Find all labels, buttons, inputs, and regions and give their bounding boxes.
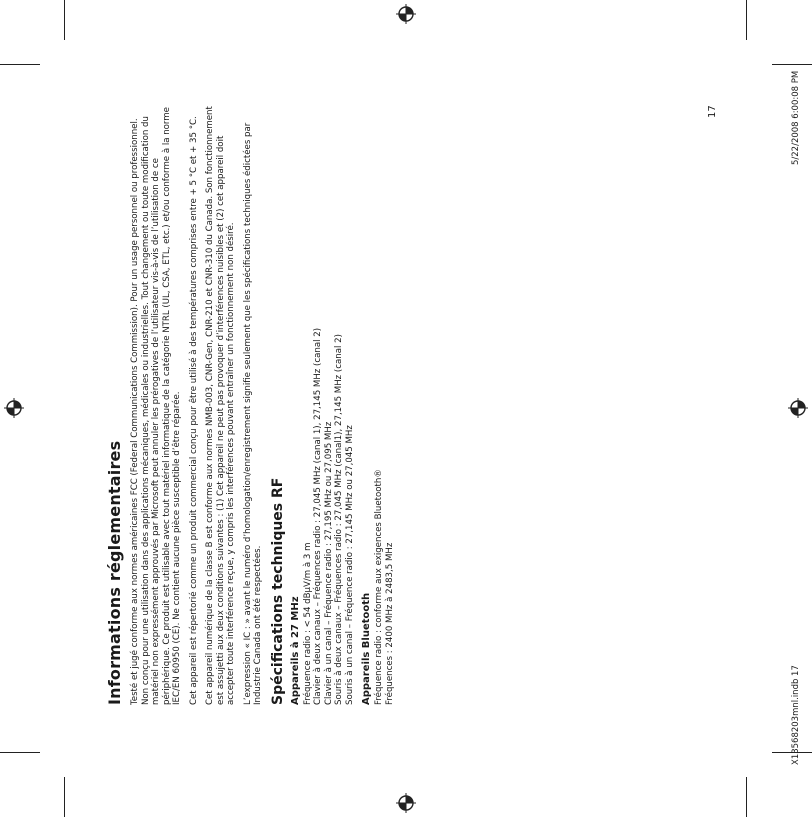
bluetooth-spec-list [374, 0, 395, 705]
page-content [105, 0, 505, 705]
mhz-spec-list [303, 0, 356, 705]
spec-line: Clavier à deux canaux – Fréquences radio : 27,045 MHz (canal 1), 27,145 MHz (canal 2) [313, 327, 323, 705]
spec-line: Fréquences : 2400 MHz à 2483,5 MHz [384, 542, 395, 705]
registration-mark-icon [396, 793, 416, 813]
registration-mark-icon [788, 398, 808, 418]
bluetooth-section-title: Appareils Bluetooth [361, 592, 372, 705]
rf-section-title: Spécifications techniques RF [269, 477, 286, 705]
crop-mark [64, 0, 65, 40]
regulatory-paragraph: Cet appareil numérique de la classe B est conforme aux normes NMB-003, CNR-Gen, CNR-210 et CNR-310 du Canada. Son fonctionnement est assujetti aux deux conditions suivantes : (1) Cet appareil ne peut pas provoquer d’interférences nuisibles et (2) cet appareil doit accepter toute interférence reçue, y compris les interférences pouvant entraîner un fonctionnement non désiré. [205, 106, 236, 705]
crop-mark [772, 64, 812, 65]
footer-filename: X13568203mnl.indb 17 [791, 665, 801, 765]
regulatory-paragraph: L’expression « IC : » avant le numéro d’homologation/enregistrement signifie seulement que les spécifications techniques édictées par Industrie Canada ont été respectées. [242, 122, 263, 705]
crop-mark [0, 64, 40, 65]
spec-line: Fréquence radio : < 54 dBμV/m à 3 m [302, 542, 313, 705]
footer-timestamp: 5/22/2008 6:00:08 PM [791, 70, 801, 165]
spec-line: Souris à deux canaux – Fréquences radio : 27,045 MHz (canal1), 27,145 MHz (canal 2) [334, 334, 344, 705]
mhz-section-title: Appareils à 27 MHz [289, 596, 301, 705]
regulatory-paragraph: Cet appareil est répertorié comme un produit commercial conçu pour être utilisé à des températures comprises entre + 5 °C et + 35 °C. [188, 116, 199, 705]
spec-line: Clavier à un canal – Fréquence radio : 27,195 MHz ou 27,095 MHz [323, 421, 334, 705]
registration-mark-icon [4, 398, 24, 418]
spec-line: Fréquence radio : conforme aux exigences Bluetooth® [374, 469, 384, 705]
crop-mark [746, 0, 747, 40]
spec-line: Souris à un canal – Fréquence radio : 27,145 MHz ou 27,045 MHz [344, 425, 355, 705]
page-number: 17 [707, 105, 718, 118]
page-title: Informations réglementaires [105, 440, 124, 705]
regulatory-paragraph: Testé et jugé conforme aux normes américaines FCC (Federal Communications Commission). Pour un usage personnel ou professionnel. Non conçu pour une utilisation dans des applications mécaniques, médicales ou industrielles. Tout changement ou toute modification du matériel non expressément approuvés par Microsoft peut annuler les prérogatives de l’utilisateur vis-à-vis de l’utilisation de ce périphérique. Ce produit est utilisable avec tout matériel informatique de la catégorie NTRL (UL, CSA, ETL, etc.) et/ou conforme à la norme IEC/EN 60950 (CE). Ne contient aucune pièce susceptible d’être réparée. [130, 107, 182, 705]
crop-mark [0, 752, 40, 753]
crop-mark [746, 777, 747, 817]
crop-mark [64, 777, 65, 817]
